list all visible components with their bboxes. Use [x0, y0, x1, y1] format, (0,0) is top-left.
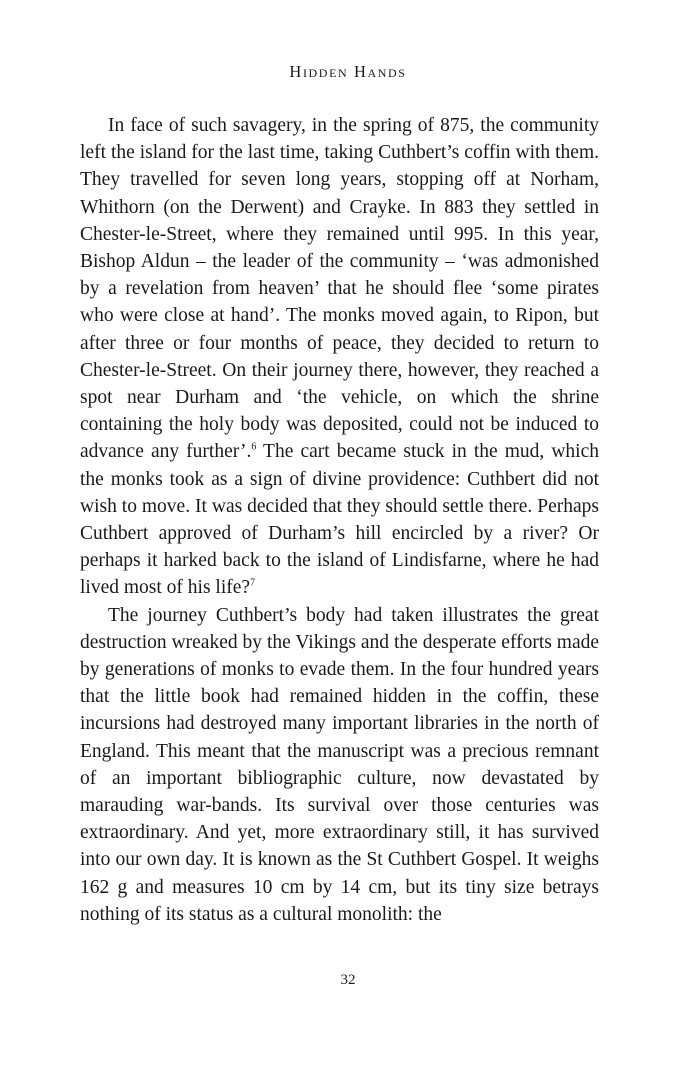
paragraph-text: In face of such savagery, in the spring of 875, the community left the island for the last time, taking Cuthbert’s coffin with them. They travelled for seven long years, stopping off at Norham, Whithorn (on the Derwent) and Crayke. In 883 they settled in Chester-le-Street, where they remained until 995. In this year, Bishop Aldun – the leader of the community – ‘was admonished by a revelation from heaven’ that he should flee ‘some pirates who were close at hand’. The monks moved again, to Ripon, but after three or four months of peace, they decided to return to Chester-le-Street. On their journey there, however, they reached a spot near Durham and ‘the vehicle, on which the shrine containing the holy body was deposited, could not be induced to advance any further’.	[80, 115, 599, 463]
footnote-marker[interactable]: 7	[250, 577, 256, 589]
paragraph-text: The cart became stuck in the mud, which the monks took as a sign of divine providence: Cuthbert did not wish to move. It was decided that they should settle there. Perhaps Cuthbert approved of Durham’s hill encircled by a river? Or perhaps it harked back to the island of Lindisfarne, where he had lived most of his life?	[80, 441, 600, 599]
body-text	[80, 112, 599, 928]
footnote-marker[interactable]: 6	[251, 441, 257, 453]
paragraph-text: The journey Cuthbert’s body had taken illustrates the great destruction wreaked by the Vikings and the desperate efforts made by generations of monks to evade them. In the four hundred years that the little book had remained hidden in the coffin, these incursions had destroyed many important libraries in the north of England. This meant that the manuscript was a precious remnant of an important bibliographic culture, now devastated by marauding war-bands. Its survival over those centuries was extraordinary. And yet, more extraordinary still, it has survived into our own day. It is known as the St Cuthbert Gospel. It weighs 162 g and measures 10 cm by 14 cm, but its tiny size betrays nothing of its status as a cultural monolith: the	[80, 604, 599, 925]
page-number: 32	[340, 972, 356, 988]
paragraph-2	[80, 602, 599, 928]
running-head: Hidden Hands	[289, 62, 407, 81]
paragraph-1	[80, 112, 599, 602]
